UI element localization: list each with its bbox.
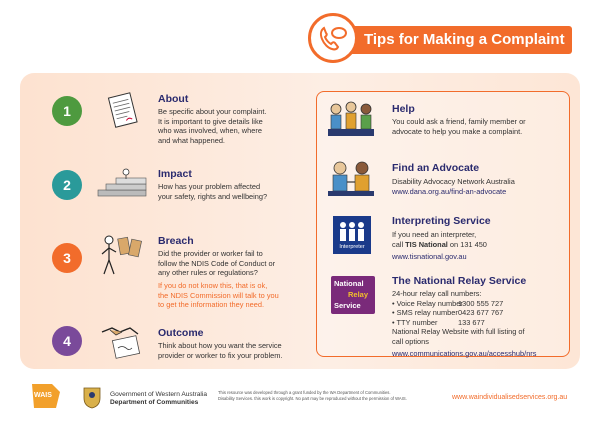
step-2-number: 2: [52, 170, 82, 200]
advocate-people-icon: [326, 160, 376, 203]
step-1-heading: About: [158, 93, 189, 105]
steps-impact-icon: [96, 168, 148, 203]
interpreter-icon: [333, 216, 371, 254]
relay-row-sms: • SMS relay number 0423 677 767: [392, 308, 504, 318]
advocate-text: Disability Advocacy Network Australia www.dana.org.au/find-an-advocate: [392, 177, 515, 196]
page-title: Tips for Making a Complaint: [364, 31, 565, 48]
relay-logo-word-1: National: [334, 279, 364, 288]
interpreter-link[interactable]: www.tisnational.gov.au: [392, 252, 467, 262]
national-relay-service-logo: [331, 276, 375, 314]
step-3-text: Did the provider or worker fail to follow the NDIS Code of Conduct or any other rules or regulations?: [158, 249, 276, 278]
document-icon: [106, 92, 140, 135]
advocate-link[interactable]: www.dana.org.au/find-an-advocate: [392, 186, 507, 196]
step-1-number: 1: [52, 96, 82, 126]
relay-row-voice: • Voice Relay number 1300 555 727: [392, 298, 504, 308]
person-broken-rules-icon: [98, 232, 144, 283]
step-4-heading: Outcome: [158, 327, 204, 339]
phone-complaint-icon: [308, 13, 358, 63]
interpreter-text: If you need an interpreter, call TIS National on 131 450 www.tisnational.gov.au: [392, 230, 487, 262]
footer-government: Government of Western Australia Department of Communities: [110, 391, 207, 406]
step-4-number: 4: [52, 326, 82, 356]
help-heading: Help: [392, 103, 415, 115]
wa-government-crest: [80, 384, 104, 410]
group-support-icon: [326, 101, 376, 144]
step-3-heading: Breach: [158, 235, 194, 247]
relay-logo-word-2: Relay: [348, 290, 369, 299]
help-text: You could ask a friend, family member or advocate to help you make a complaint.: [392, 117, 526, 136]
step-4-text: Think about how you want the service provider or worker to fix your problem.: [158, 341, 283, 360]
step-1-text: Be specific about your complaint. It is important to give details like who was involved, when, where and what happened.: [158, 107, 267, 145]
interpreter-icon-label: Interpreter: [339, 244, 365, 250]
footer-website-link[interactable]: www.waindividualisedservices.org.au: [452, 394, 568, 401]
footer-note: This resource was developed through a grant funded by the WA Department of Communities. Disability Services. this work is copyright. No part may be reproduced without the permission of WAIS.: [218, 390, 407, 401]
step-2-heading: Impact: [158, 168, 192, 180]
wais-logo: WAIS: [28, 380, 64, 410]
relay-logo-word-3: Service: [334, 301, 361, 310]
relay-row-tty: • TTY number 133 677: [392, 317, 485, 327]
relay-link[interactable]: www.communications.gov.au/accesshub/nrs: [392, 348, 537, 358]
handshake-agreement-icon: [100, 322, 144, 365]
relay-heading: The National Relay Service: [392, 275, 527, 287]
step-3-number: 3: [52, 243, 82, 273]
interpreter-heading: Interpreting Service: [392, 215, 491, 227]
relay-text: 24-hour relay call numbers: • Voice Relay number 1300 555 727 • SMS relay number 0423 677 767 • TTY number 133 677 National Relay Website with full listing of call options www.communications.gov.au/accesshub/nrs: [392, 289, 537, 358]
advocate-heading: Find an Advocate: [392, 162, 480, 174]
step-3-note: If you do not know this, that is ok, the NDIS Commission will talk to you to get the information they need.: [158, 281, 279, 310]
step-2-text: How has your problem affected your safety, rights and wellbeing?: [158, 182, 268, 201]
